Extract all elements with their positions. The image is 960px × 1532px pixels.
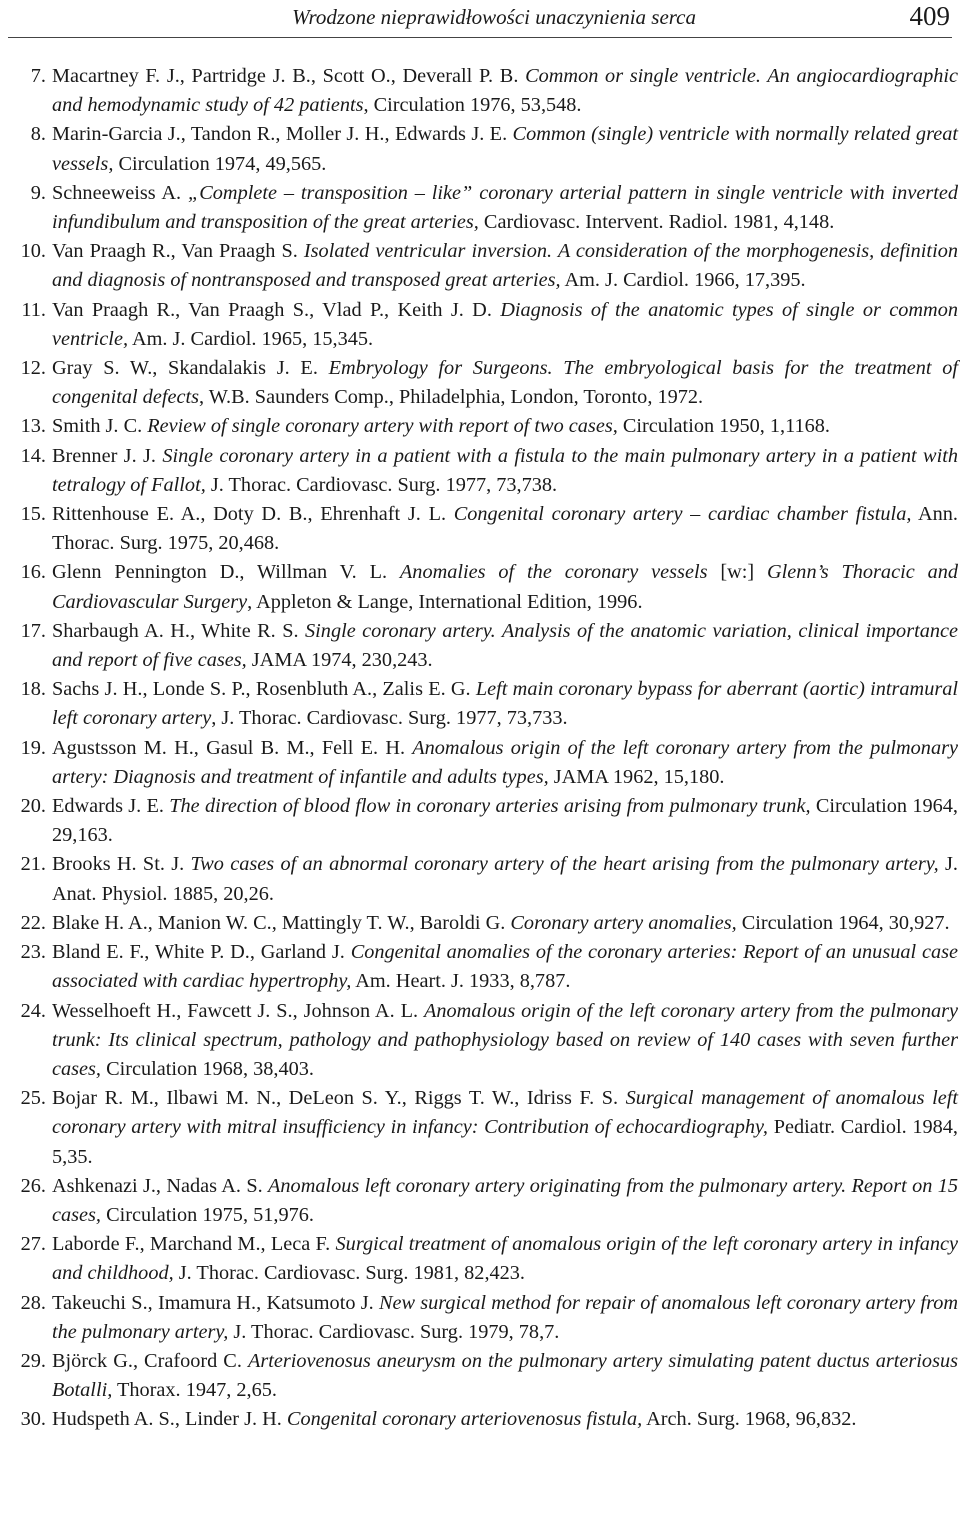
- reference-title: Isolated ventricular inversion. A consideration of the morphogenesis, definition and diagnosis of nontransposed and transposed great arteries,: [52, 240, 958, 292]
- reference-number: 23.: [20, 941, 46, 964]
- reference-text: [52, 909, 958, 938]
- reference-segment: J. Thorac. Cardiovasc. Surg. 1977, 73,738.: [205, 473, 558, 496]
- reference-segment: Circulation 1950, 1,1168.: [617, 415, 830, 438]
- reference-item: [6, 1405, 958, 1434]
- reference-title: Two cases of an abnormal coronary artery of the heart arising from the pulmonary artery,: [190, 853, 939, 876]
- reference-text: [52, 1289, 958, 1347]
- reference-segment: Am. J. Cardiol. 1965, 15,345.: [128, 327, 374, 350]
- reference-segment: Brooks H. St. J.: [52, 853, 191, 876]
- reference-segment: Arch. Surg. 1968, 96,832.: [642, 1408, 857, 1431]
- reference-text: [52, 792, 958, 850]
- reference-segment: Circulation 1964, 29,163.: [52, 795, 958, 847]
- reference-segment: JAMA 1974, 230,243.: [246, 649, 433, 672]
- reference-item: [6, 792, 958, 850]
- reference-title: „Complete – transposition – like” coronary arterial pattern in single ventricle with inverted infundibulum and transposition of the great arteries,: [52, 181, 958, 234]
- reference-item: [6, 1084, 958, 1172]
- reference-item: [6, 909, 958, 938]
- reference-text: [52, 500, 958, 558]
- reference-segment: Laborde F., Marchand M., Leca F.: [52, 1233, 336, 1256]
- reference-text: [52, 558, 958, 616]
- reference-text: [52, 1405, 958, 1434]
- reference-title: Anomalous left coronary artery originating from the pulmonary artery. Report on 15 cases,: [52, 1174, 958, 1226]
- reference-number: 7.: [30, 65, 46, 87]
- reference-text: [52, 296, 958, 354]
- reference-title: Review of single coronary artery with report of two cases,: [147, 415, 618, 438]
- reference-title: Arteriovenosus aneurysm on the pulmonary artery simulating patent ductus arteriosus Botalli,: [52, 1349, 958, 1402]
- reference-item: [6, 675, 958, 733]
- reference-segment: Sachs J. H., Londe S. P., Rosenbluth A., Zalis E. G.: [52, 678, 476, 701]
- reference-number: 8.: [30, 123, 46, 146]
- reference-title: New surgical method for repair of anomalous left coronary artery from the pulmonary artery,: [52, 1291, 958, 1343]
- reference-number: 12.: [20, 357, 46, 380]
- reference-segment: Blake H. A., Manion W. C., Mattingly T. W., Baroldi G.: [52, 911, 511, 934]
- reference-segment: Circulation 1975, 51,976.: [101, 1203, 314, 1226]
- reference-text: [52, 734, 958, 792]
- reference-number: 16.: [20, 561, 46, 584]
- reference-list: [6, 62, 958, 1435]
- reference-segment: J. Thorac. Cardiovasc. Surg. 1981, 82,423.: [173, 1262, 526, 1285]
- reference-segment: Am. J. Cardiol. 1966, 17,395.: [560, 269, 806, 292]
- reference-item: [6, 1230, 958, 1288]
- reference-segment: Marin-Garcia J., Tandon R., Moller J. H., Edwards J. E.: [52, 123, 513, 146]
- reference-title: Embryology for Surgeons. The embryological basis for the treatment of congenital defects: [52, 357, 958, 409]
- reference-segment: , Circulation 1976, 53,548.: [363, 94, 582, 117]
- reference-segment: , J. Thorac. Cardiovasc. Surg. 1977, 73,733.: [211, 707, 568, 730]
- reference-number: 30.: [20, 1408, 46, 1431]
- reference-title: Anomalous origin of the left coronary artery from the pulmonary artery: Diagnosis and treatment of infantile and adults types,: [52, 736, 958, 788]
- reference-title: Common (single) ventricle with normally related great vessels,: [52, 123, 958, 175]
- reference-segment: J. Anat. Physiol. 1885, 20,26.: [52, 853, 958, 905]
- reference-number: 11.: [21, 298, 46, 321]
- reference-segment: Circulation 1968, 38,403.: [101, 1057, 314, 1080]
- reference-segment: J. Thorac. Cardiovasc. Surg. 1979, 78,7.: [228, 1320, 560, 1343]
- reference-item: [6, 1347, 958, 1405]
- reference-title: Single coronary artery in a patient with a fistula to the main pulmonary artery in a patient with tetralogy of Fallot,: [52, 444, 958, 496]
- reference-title: Anomalous origin of the left coronary artery from the pulmonary trunk: Its clinical spectrum, pathology and pathophysiology based on review of 140 cases with seven further cases,: [52, 999, 958, 1080]
- reference-segment: Van Praagh R., Van Praagh S., Vlad P., Keith J. D.: [52, 298, 501, 321]
- reference-segment: Glenn Pennington D., Willman V. L.: [52, 561, 400, 584]
- reference-text: [52, 617, 958, 675]
- reference-segment: Rittenhouse E. A., Doty D. B., Ehrenhaft J. L.: [52, 503, 454, 526]
- reference-item: [6, 179, 958, 237]
- reference-item: [6, 354, 958, 412]
- reference-title: Surgical treatment of anomalous origin of the left coronary artery in infancy and childhood,: [52, 1233, 958, 1285]
- reference-segment: Pediatr. Cardiol. 1984, 5,35.: [52, 1116, 958, 1168]
- reference-title: Coronary artery anomalies,: [510, 911, 737, 934]
- reference-number: 19.: [20, 736, 46, 759]
- reference-title: Common or single ventricle. An angiocardiographic and hemodynamic study of 42 patients: [52, 65, 958, 117]
- reference-number: 28.: [20, 1291, 46, 1314]
- reference-segment: Takeuchi S., Imamura H., Katsumoto J.: [52, 1291, 379, 1314]
- reference-text: [52, 237, 958, 295]
- reference-item: [6, 412, 958, 441]
- running-title: Wrodzone nieprawidłowości unaczynienia serca: [292, 5, 696, 29]
- reference-title: Glenn’s Thoracic and Cardiovascular Surgery: [52, 561, 958, 613]
- reference-segment: Bland E. F., White P. D., Garland J.: [52, 941, 351, 964]
- reference-number: 26.: [20, 1174, 46, 1197]
- reference-segment: JAMA 1962, 15,180.: [548, 765, 725, 788]
- reference-text: [52, 354, 958, 412]
- reference-segment: Macartney F. J., Partridge J. B., Scott O., Deverall P. B.: [52, 65, 526, 87]
- reference-number: 10.: [20, 240, 46, 263]
- reference-segment: , Appleton & Lange, International Edition, 1996.: [247, 590, 643, 613]
- reference-item: [6, 558, 958, 616]
- page-number: 409: [909, 1, 950, 31]
- reference-number: 22.: [20, 911, 46, 934]
- reference-text: [52, 850, 958, 908]
- reference-segment: Agustsson M. H., Gasul B. M., Fell E. H.: [52, 736, 413, 759]
- reference-segment: Van Praagh R., Van Praagh S.: [52, 240, 304, 263]
- reference-segment: Gray S. W., Skandalakis J. E.: [52, 357, 329, 380]
- reference-item: [6, 938, 958, 996]
- header-rule: [8, 37, 952, 38]
- reference-number: 24.: [20, 999, 46, 1022]
- reference-segment: Cardiovasc. Intervent. Radiol. 1981, 4,148.: [478, 211, 835, 234]
- reference-number: 29.: [20, 1349, 46, 1372]
- reference-number: 14.: [20, 444, 46, 467]
- reference-number: 20.: [20, 795, 46, 818]
- reference-title: Congenital coronary artery – cardiac chamber fistula,: [453, 503, 912, 526]
- reference-item: [6, 120, 958, 178]
- reference-item: [6, 850, 958, 908]
- reference-segment: Ann. Thorac. Surg. 1975, 20,468.: [52, 503, 958, 555]
- reference-segment: Am. Heart. J. 1933, 8,787.: [351, 970, 571, 993]
- reference-segment: Circulation 1964, 30,927.: [736, 911, 950, 934]
- reference-item: [6, 617, 958, 675]
- reference-text: [52, 120, 958, 178]
- reference-item: [6, 442, 958, 500]
- reference-segment: Edwards J. E.: [52, 795, 170, 818]
- reference-title: Congenital coronary arteriovenosus fistula,: [286, 1408, 643, 1431]
- reference-title: Left main coronary bypass for aberrant (aortic) intramural left coronary artery: [52, 678, 959, 730]
- reference-item: [6, 734, 958, 792]
- reference-number: 15.: [20, 503, 46, 526]
- reference-segment: Hudspeth A. S., Linder J. H.: [52, 1408, 287, 1431]
- reference-item: [6, 1289, 958, 1347]
- reference-item: [6, 62, 958, 120]
- reference-title: Congenital anomalies of the coronary arteries: Report of an unusual case associated with cardiac hypertrophy,: [52, 941, 958, 993]
- reference-segment: [w:]: [707, 561, 768, 584]
- reference-segment: Björck G., Crafoord C.: [52, 1349, 248, 1372]
- reference-text: [52, 1172, 958, 1230]
- reference-text: [52, 442, 958, 500]
- reference-item: [6, 296, 958, 354]
- reference-segment: , W.B. Saunders Comp., Philadelphia, London, Toronto, 1972.: [199, 386, 704, 409]
- reference-item: [6, 997, 958, 1085]
- reference-text: [52, 62, 958, 120]
- reference-text: [52, 675, 958, 733]
- reference-number: 13.: [20, 415, 46, 438]
- reference-segment: Smith J. C.: [52, 415, 148, 438]
- reference-segment: Sharbaugh A. H., White R. S.: [52, 619, 306, 642]
- reference-segment: Ashkenazi J., Nadas A. S.: [52, 1174, 269, 1197]
- reference-title: Single coronary artery. Analysis of the anatomic variation, clinical importance and report of five cases,: [52, 619, 959, 672]
- reference-text: [52, 938, 958, 996]
- reference-segment: Thorax. 1947, 2,65.: [112, 1379, 277, 1402]
- reference-text: [52, 179, 958, 237]
- reference-number: 9.: [30, 181, 46, 204]
- reference-number: 18.: [20, 678, 46, 701]
- reference-number: 25.: [20, 1087, 46, 1110]
- reference-segment: Brenner J. J.: [52, 444, 163, 467]
- reference-text: [52, 1347, 958, 1405]
- reference-title: Surgical management of anomalous left coronary artery with mitral insufficiency in infancy: Contribution of echocardiography,: [52, 1087, 958, 1139]
- reference-segment: Schneeweiss A.: [52, 181, 188, 204]
- reference-text: [52, 412, 958, 441]
- reference-item: [6, 1172, 958, 1230]
- reference-segment: Wesselhoeft H., Fawcett J. S., Johnson A. L.: [52, 999, 424, 1022]
- reference-text: [52, 1084, 958, 1172]
- reference-title: Diagnosis of the anatomic types of single or common ventricle,: [52, 298, 958, 350]
- reference-title: Anomalies of the coronary vessels: [399, 561, 708, 584]
- reference-text: [52, 1230, 958, 1288]
- reference-segment: Circulation 1974, 49,565.: [113, 152, 327, 175]
- reference-number: 21.: [20, 853, 46, 876]
- reference-number: 27.: [20, 1233, 46, 1256]
- reference-item: [6, 237, 958, 295]
- reference-number: 17.: [20, 619, 46, 642]
- reference-segment: Bojar R. M., Ilbawi M. N., DeLeon S. Y., Riggs T. W., Idriss F. S.: [52, 1087, 626, 1110]
- reference-text: [52, 997, 958, 1085]
- page-header: [8, 0, 952, 38]
- reference-title: The direction of blood flow in coronary arteries arising from pulmonary trunk,: [169, 795, 811, 818]
- reference-item: [6, 500, 958, 558]
